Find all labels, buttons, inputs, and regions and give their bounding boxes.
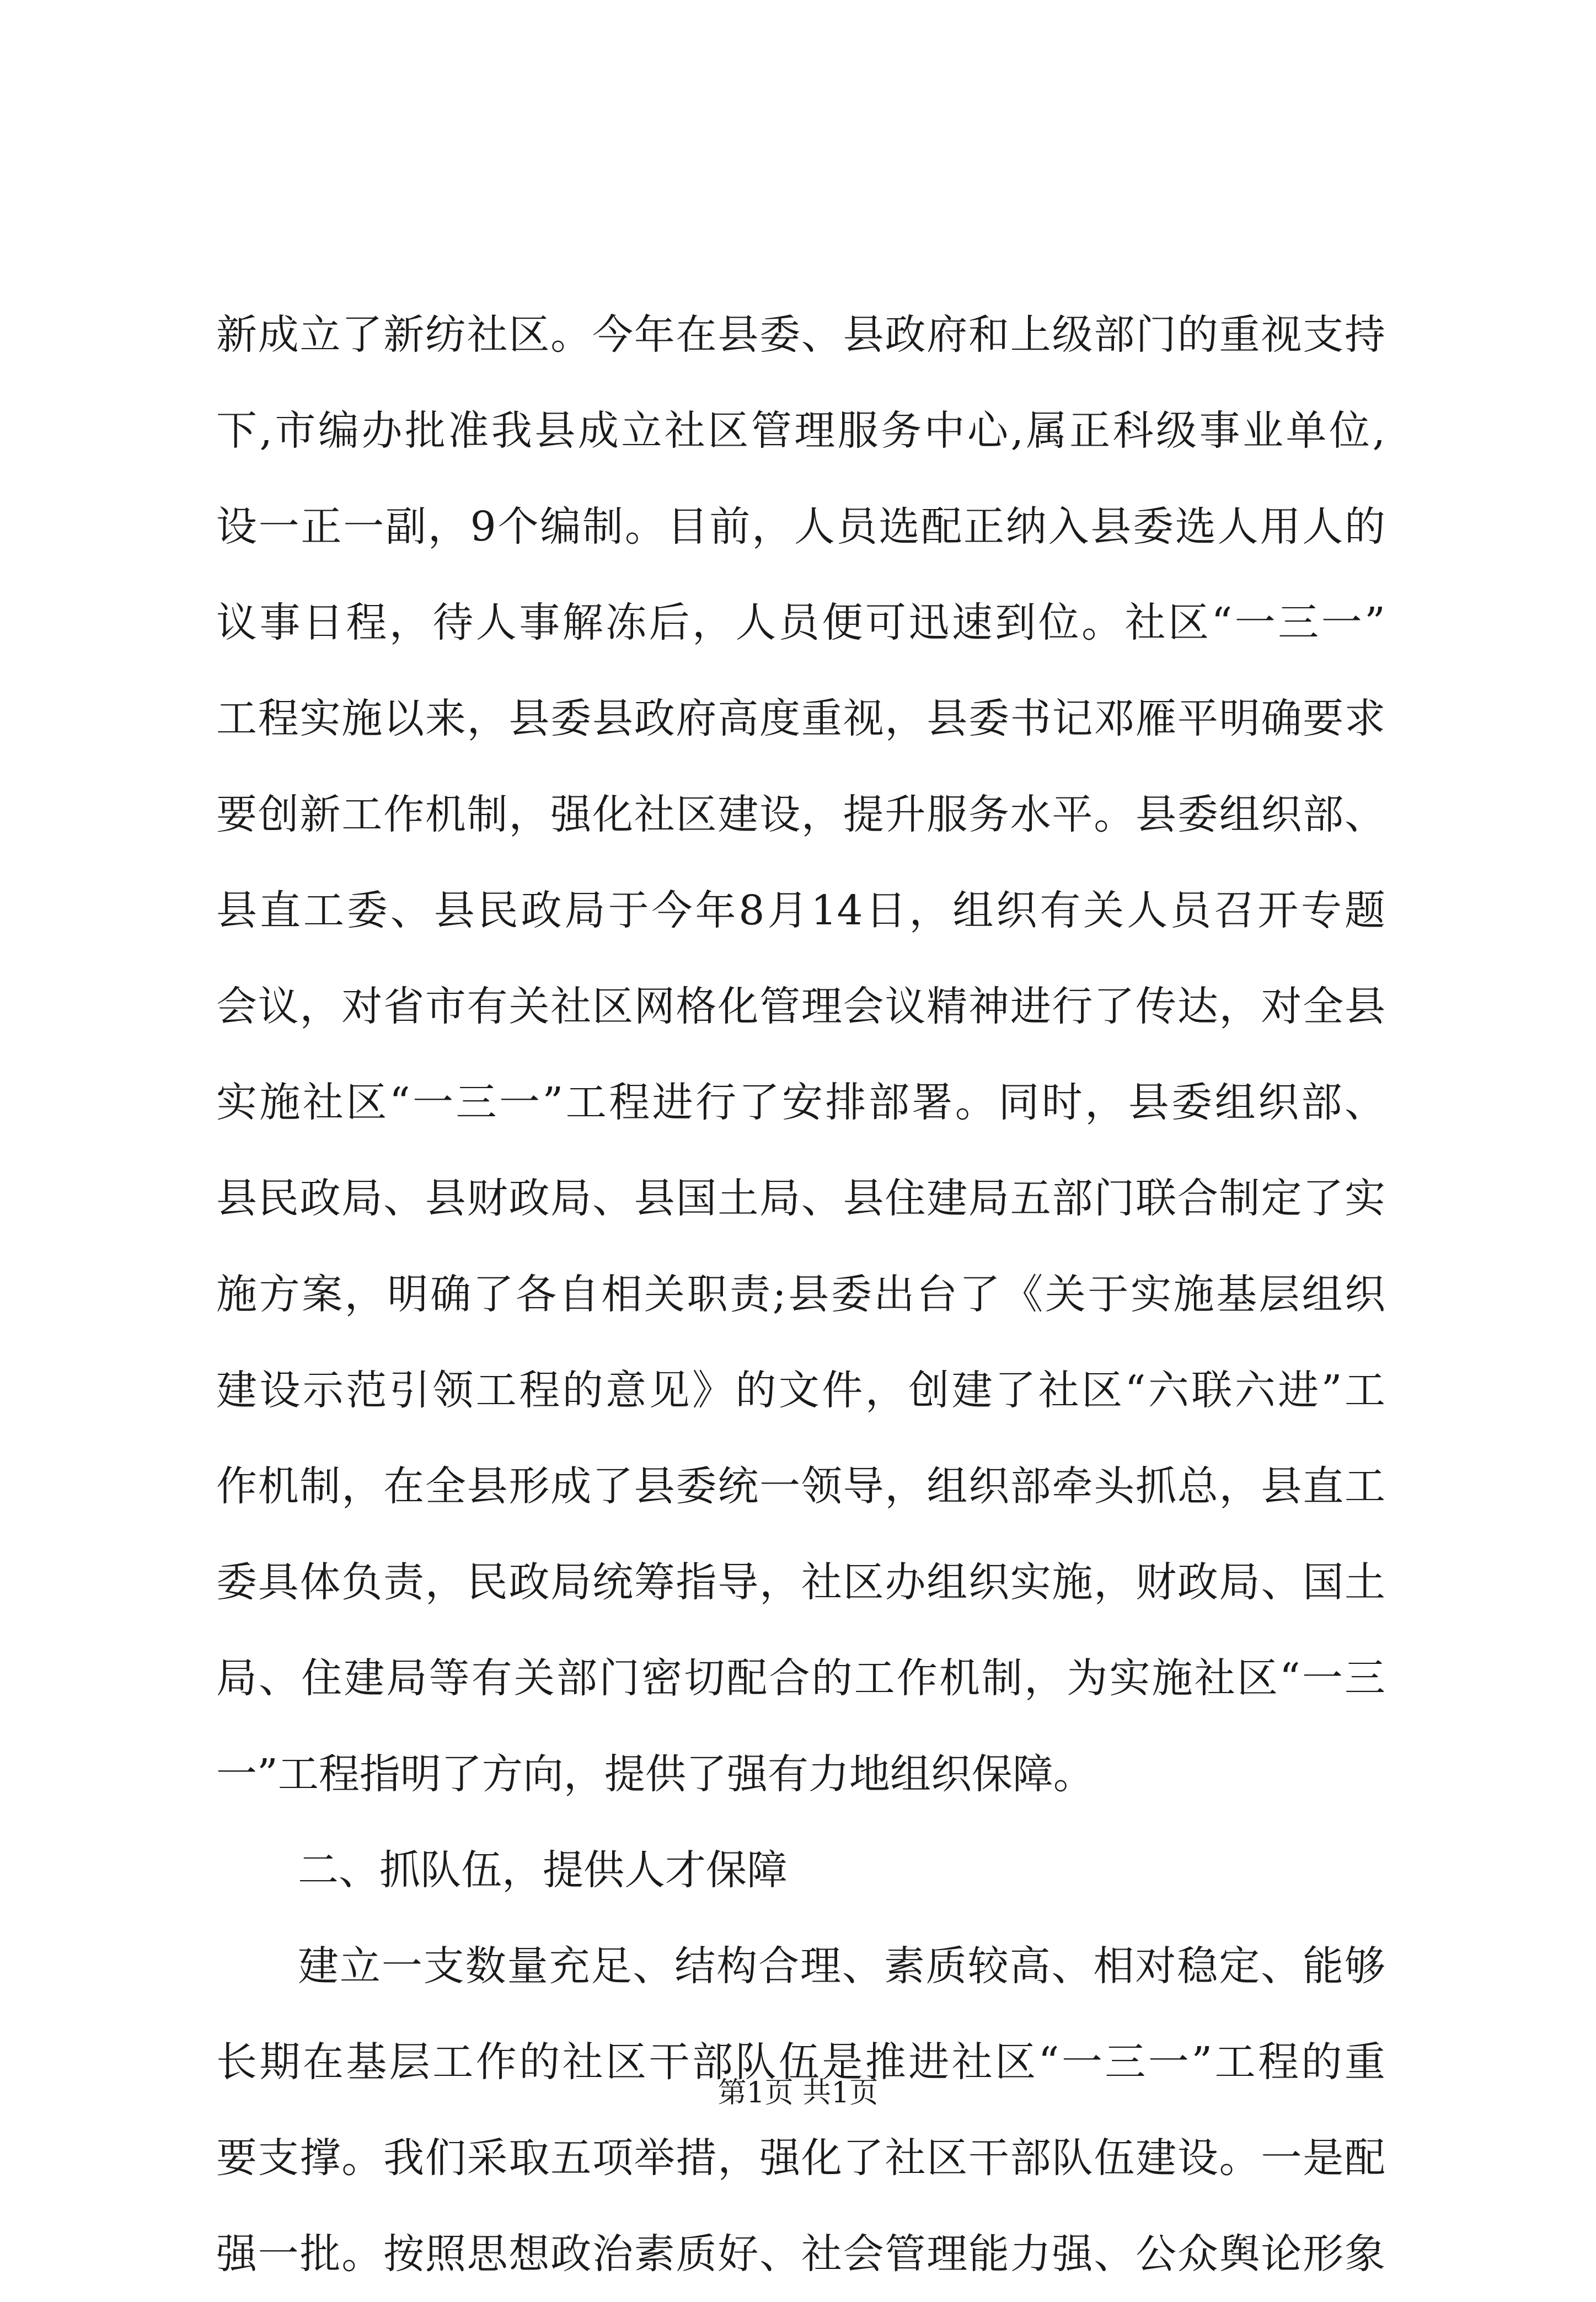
text-line: 县直工委、县民政局于今年8月14日，组织有关人员召开专题 <box>216 887 1385 934</box>
text-line: 委具体负责，民政局统筹指导，社区办组织实施，财政局、国土 <box>216 1559 1385 1606</box>
text-line: 工程实施以来，县委县政府高度重视，县委书记邓雁平明确要求 <box>216 695 1385 742</box>
text-line: 要创新工作机制，强化社区建设，提升服务水平。县委组织部、 <box>216 791 1385 838</box>
text-line: 作机制，在全县形成了县委统一领导，组织部牵头抓总，县直工 <box>216 1463 1385 1510</box>
text-line: 下,市编办批准我县成立社区管理服务中心,属正科级事业单位, <box>216 407 1385 454</box>
text-line: 局、住建局等有关部门密切配合的工作机制，为实施社区“一三 <box>216 1655 1385 1702</box>
paragraph-start-line: 建立一支数量充足、结构合理、素质较高、相对稳定、能够 <box>298 1942 1385 1990</box>
section-heading: 二、抓队伍，提供人才保障 <box>298 1846 788 1894</box>
page-footer <box>0 2074 1596 2112</box>
text-line: 长期在基层工作的社区干部队伍是推进社区“一三一”工程的重 <box>216 2038 1385 2086</box>
text-line: 要支撑。我们采取五项举措，强化了社区干部队伍建设。一是配 <box>216 2134 1385 2182</box>
text-line: 新成立了新纺社区。今年在县委、县政府和上级部门的重视支持 <box>216 311 1385 358</box>
text-line: 施方案，明确了各自相关职责;县委出台了《关于实施基层组织 <box>216 1271 1385 1318</box>
text-line: 建设示范引领工程的意见》的文件，创建了社区“六联六进”工 <box>216 1367 1385 1414</box>
page-number-label: 第1页 共1页 <box>717 2076 879 2110</box>
text-line: 县民政局、县财政局、县国土局、县住建局五部门联合制定了实 <box>216 1175 1385 1222</box>
text-line: 设一正一副，9个编制。目前，人员选配正纳入县委选人用人的 <box>216 503 1385 550</box>
document-body <box>216 287 1385 2302</box>
paragraph-end-line: 一”工程指明了方向，提供了强有力地组织保障。 <box>216 1750 1094 1798</box>
text-line: 实施社区“一三一”工程进行了安排部署。同时，县委组织部、 <box>216 1079 1385 1126</box>
text-line: 强一批。按照思想政治素质好、社会管理能力强、公众舆论形象 <box>216 2230 1385 2278</box>
text-line: 会议，对省市有关社区网格化管理会议精神进行了传达，对全县 <box>216 983 1385 1030</box>
text-line: 议事日程，待人事解冻后，人员便可迅速到位。社区“一三一” <box>216 599 1385 646</box>
